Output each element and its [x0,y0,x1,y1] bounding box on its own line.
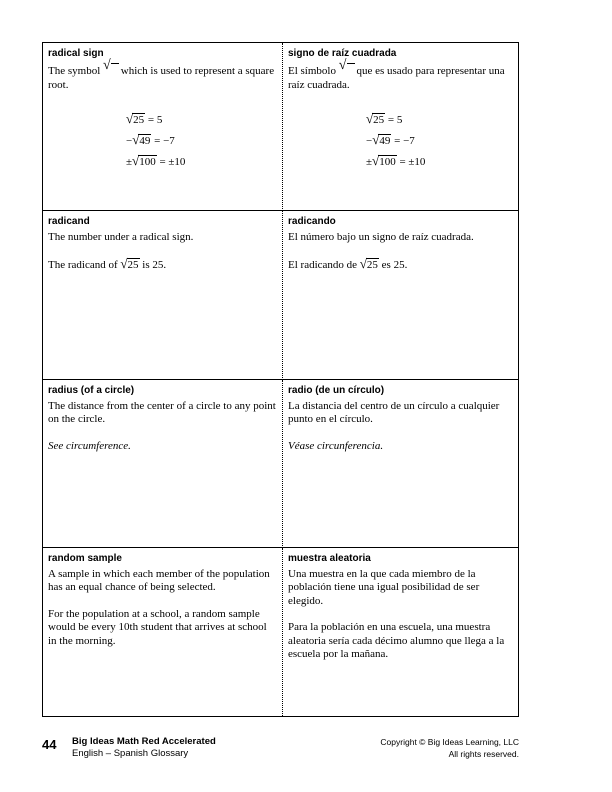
card-radicand-en [43,211,283,379]
card-random-sample-en [43,548,283,716]
term-heading: radio (de un círculo) [288,384,385,396]
term-heading: radicando [288,216,336,228]
definition: The number under a radical sign. [48,231,194,244]
example-line: √25 = 5 [366,111,403,126]
book-title: Big Ideas Math Red Accelerated [72,736,216,747]
term-heading: signo de raíz cuadrada [288,48,397,59]
cross-reference: Véase circunferencia. [288,439,384,452]
example-line: √25 = 5 [126,111,163,126]
examples [126,108,276,171]
definition: El número bajo un signo de raíz cuadrada. [288,231,474,244]
term-heading: random sample [48,552,122,564]
definition: Una muestra en la que cada miembro de la población tiene una igual posibilidad de ser elegido. [288,567,480,607]
definition: The symbol √ which is used to represent a square root. [48,58,275,91]
term-heading: radical sign [48,48,104,59]
term-heading: radicand [48,216,90,228]
radical-symbol-icon: √ [339,63,354,76]
example-text: The radicand of √25 is 25. [48,255,167,271]
example-text: For the population at a school, a random sample would be every 10th student that arrives at school in the morning. [48,607,267,647]
card-random-sample-es [283,548,518,716]
card-radical-sign-es [283,43,518,211]
glossary-grid [42,42,519,717]
glossary-subtitle: English – Spanish Glossary [72,748,189,759]
definition: El símbolo √ que es usado para representar una raíz cuadrada. [288,58,505,91]
card-radius-en [43,380,283,548]
definition: La distancia del centro de un círculo a cualquier punto en el círculo. [288,399,500,425]
rights-reserved: All rights reserved. [448,749,519,759]
example-line: −√49 = −7 [366,132,415,147]
example-line: −√49 = −7 [126,132,175,147]
card-radicand-es [283,211,518,379]
term-heading: radius (of a circle) [48,384,135,396]
definition: The distance from the center of a circle to any point on the circle. [48,399,276,425]
page-number: 44 [42,737,57,752]
cross-reference: See circumference. [48,439,131,452]
card-radius-es [283,380,518,548]
example-text: El radicando de √25 es 25. [288,255,408,271]
radical-symbol-icon: √ [103,63,118,76]
example-line: ±√100 = ±10 [126,153,186,168]
page-footer [0,736,612,766]
example-line: ±√100 = ±10 [366,153,426,168]
card-radical-sign-en [43,43,283,211]
examples [366,108,512,171]
term-heading: muestra aleatoria [288,552,371,564]
example-text: Para la población en una escuela, una muestra aleatoria sería cada décimo alumno que llega a la escuela por la mañana. [288,621,505,661]
copyright: Copyright © Big Ideas Learning, LLC [380,737,519,747]
definition: A sample in which each member of the population has an equal chance of being selected. [48,567,270,594]
